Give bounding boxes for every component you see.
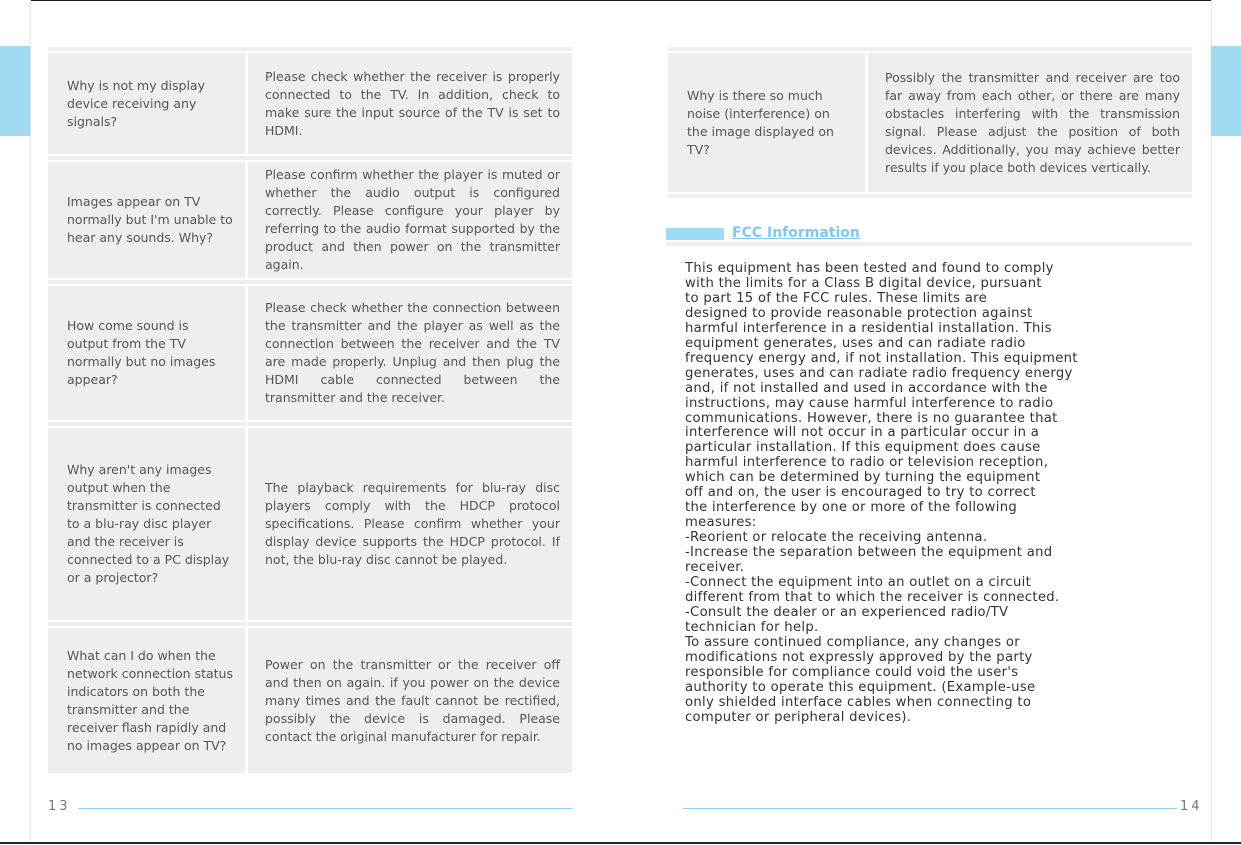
faq-row-no-images — [48, 286, 572, 420]
section-underline — [666, 242, 1192, 246]
fcc-section-header — [666, 226, 1192, 248]
section-accent-bar — [666, 228, 724, 240]
row-separator — [48, 156, 572, 160]
page-number-left: 13 — [48, 799, 71, 814]
faq-answer: Power on the transmitter or the receiver off and then on again. if you power on the device many times and the fault cannot be rectified, possibly the device is damaged. Please contact the original manufacturer for repair. — [248, 628, 572, 773]
faq-question: What can I do when the network connection status indicators on both the transmitter and the receiver flash rapidly and no images appear on TV? — [48, 628, 245, 773]
faq-row-noise — [668, 53, 1192, 192]
table-top-separator — [48, 47, 572, 51]
right-side-tab — [1211, 46, 1241, 136]
faq-answer: Please check whether the receiver is properly connected to the TV. In addition, check to make sure the input source of the TV is set to HDMI. — [248, 53, 572, 154]
faq-row-indicators — [48, 628, 572, 773]
faq-answer: Please confirm whether the player is muted or whether the audio output is configured correctly. Please configure your player by referring to the audio format supported by the product and then power on the transmitter again. — [248, 162, 572, 278]
faq-question: Images appear on TV normally but I'm unable to hear any sounds. Why? — [48, 162, 245, 278]
left-faq-table — [48, 47, 572, 773]
row-separator — [48, 280, 572, 284]
faq-question: Why is there so much noise (interference) on the image displayed on TV? — [668, 53, 865, 192]
table-bottom-separator — [668, 194, 1192, 198]
row-separator — [48, 422, 572, 426]
page-number-right: 14 — [1180, 799, 1203, 814]
faq-question: Why is not my display device receiving any signals? — [48, 53, 245, 154]
footer-rule-right — [683, 808, 1177, 809]
left-side-tab — [0, 46, 30, 136]
left-page-edge — [30, 0, 31, 842]
fcc-statement: This equipment has been tested and found to comply with the limits for a Class B digital device, pursuant to part 15 of the FCC rules. These limits are designed to provide reasonable protection against harmful interference in a residential installation. This equipment generates, uses and can radiate radio frequency energy and, if not installation. This equipment generates, uses and can radiate radio frequency energy and, if not installed and used in accordance with the instructions, may cause harmful interference to radio communications. However, there is no guarantee that interference will not occur in a particular occur in a particular installation. If this equipment does cause harmful interference to radio or television reception, which can be determined by turning the equipment off and on, the user is encouraged to try to correct the interference by one or more of the following measures: -Reorient or relocate the receiving antenna. -Increase the separation between the equipment and receiver. -Connect the equipment into an outlet on a circuit different from that to which the receiver is connected. -Consult the dealer or an experienced radio/TV technician for help. To assure continued compliance, any changes or modifications not expressly approved by the party responsible for compliance could void the user's authority to operate this equipment. (Example-use only shielded interface cables when connecting to computer or peripheral devices). — [685, 261, 1078, 725]
faq-question: Why aren't any images output when the transmitter is connected to a blu-ray disc player and the receiver is connected to a PC display or a projector? — [48, 428, 245, 620]
faq-row-hdcp — [48, 428, 572, 620]
faq-answer: Please check whether the connection between the transmitter and the player as well as the connection between the receiver and the TV are made properly. Unplug and then plug the HDMI cable connected between the transmitter and the receiver. — [248, 286, 572, 420]
row-separator — [48, 622, 572, 626]
page-top-border — [30, 0, 1211, 1]
faq-question: How come sound is output from the TV normally but no images appear? — [48, 286, 245, 420]
fcc-title: FCC Information — [732, 225, 860, 241]
right-faq-table — [668, 47, 1192, 199]
page-bottom-border — [0, 842, 1241, 844]
table-top-separator — [668, 47, 1192, 51]
footer-rule-left — [78, 808, 572, 809]
faq-row-no-sound — [48, 162, 572, 278]
faq-answer: The playback requirements for blu-ray disc players comply with the HDCP protocol specifications. Please confirm whether your display device supports the HDCP protocol. If not, the blu-ray disc cannot be played. — [248, 428, 572, 620]
faq-answer: Possibly the transmitter and receiver are too far away from each other, or there are many obstacles interfering with the transmission signal. Please adjust the position of both devices. Additionally, you may achieve better results if you place both devices vertically. — [868, 53, 1192, 192]
faq-row-no-signal — [48, 53, 572, 154]
